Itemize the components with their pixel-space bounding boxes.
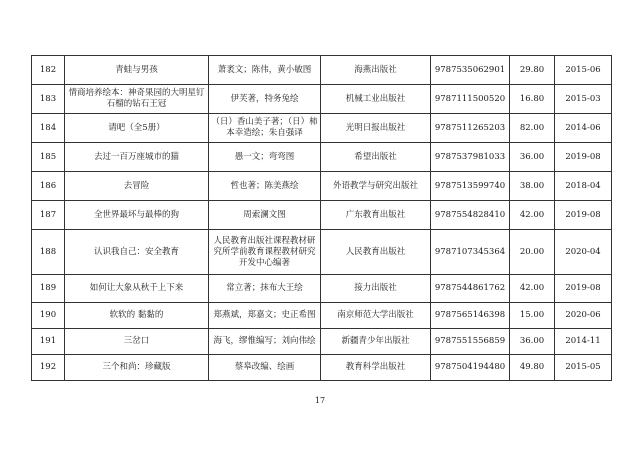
cell-isbn: 9787511265203 [431,114,510,143]
cell-no: 188 [32,230,65,275]
cell-publisher: 光明日报出版社 [321,114,431,143]
cell-title: 去冒险 [65,172,209,201]
cell-no: 187 [32,201,65,230]
cell-isbn: 9787537981033 [431,143,510,172]
table-row [32,201,612,230]
cell-no: 186 [32,172,65,201]
cell-no: 191 [32,329,65,355]
cell-price: 42.00 [510,275,555,303]
page-number: 17 [314,396,326,405]
table-row [32,172,612,201]
cell-isbn: 9787551556859 [431,329,510,355]
table-row [32,85,612,114]
cell-author: 常立著；抹布大王绘 [209,275,321,303]
table-row [32,114,612,143]
cell-no: 189 [32,275,65,303]
cell-publisher: 广东教育出版社 [321,201,431,230]
cell-no: 185 [32,143,65,172]
cell-price: 36.00 [510,143,555,172]
cell-title: 三个和尚：珍藏版 [65,355,209,381]
cell-publisher: 接力出版社 [321,275,431,303]
cell-author: 人民教育出版社课程教材研究所学前教育课程教材研究开发中心编著 [209,230,321,275]
cell-no: 184 [32,114,65,143]
cell-publisher: 教育科学出版社 [321,355,431,381]
cell-title: 请吧（全5册） [65,114,209,143]
table-row [32,143,612,172]
cell-isbn: 9787565146398 [431,303,510,329]
cell-no: 190 [32,303,65,329]
cell-date: 2019-08 [555,201,612,230]
cell-date: 2018-04 [555,172,612,201]
cell-publisher: 机械工业出版社 [321,85,431,114]
cell-isbn: 9787504194480 [431,355,510,381]
cell-no: 182 [32,56,65,85]
table-row [32,329,612,355]
cell-author: 萧袤文；陈伟，黄小敏图 [209,56,321,85]
cell-date: 2019-08 [555,143,612,172]
cell-title: 去过一百万座城市的猫 [65,143,209,172]
cell-price: 38.00 [510,172,555,201]
cell-date: 2014-11 [555,329,612,355]
cell-date: 2015-03 [555,85,612,114]
cell-publisher: 希望出版社 [321,143,431,172]
cell-title: 如何让大象从秋千上下来 [65,275,209,303]
cell-price: 16.80 [510,85,555,114]
cell-date: 2014-06 [555,114,612,143]
book-list-table [31,55,612,381]
cell-title: 青蛙与男孩 [65,56,209,85]
cell-date: 2015-06 [555,56,612,85]
cell-date: 2019-08 [555,275,612,303]
cell-isbn: 9787554828410 [431,201,510,230]
cell-price: 42.00 [510,201,555,230]
cell-author: 哲也著；陈美燕绘 [209,172,321,201]
cell-author: 郑燕斌，郑嘉文；史正希图 [209,303,321,329]
cell-price: 36.00 [510,329,555,355]
cell-author: 周索澜文图 [209,201,321,230]
table-row [32,230,612,275]
cell-author: （日）香山美子著；（日）柿本幸造绘；朱自强译 [209,114,321,143]
cell-author: 愚一文；弯弯图 [209,143,321,172]
table-row [32,355,612,381]
cell-author: 海飞，缪惟编写；刘向伟绘 [209,329,321,355]
cell-date: 2020-04 [555,230,612,275]
cell-title: 全世界最坏与最棒的狗 [65,201,209,230]
cell-price: 82.00 [510,114,555,143]
cell-publisher: 南京师范大学出版社 [321,303,431,329]
cell-author: 伊芙著，特务兔绘 [209,85,321,114]
cell-no: 183 [32,85,65,114]
cell-price: 49.80 [510,355,555,381]
cell-publisher: 海燕出版社 [321,56,431,85]
cell-price: 29.80 [510,56,555,85]
cell-isbn: 9787107345364 [431,230,510,275]
cell-isbn: 9787513599740 [431,172,510,201]
cell-isbn: 9787535062901 [431,56,510,85]
cell-date: 2020-06 [555,303,612,329]
cell-title: 三岔口 [65,329,209,355]
cell-title: 认识我自己：安全教育 [65,230,209,275]
cell-author: 蔡皋改编、绘画 [209,355,321,381]
cell-isbn: 9787544861762 [431,275,510,303]
cell-publisher: 人民教育出版社 [321,230,431,275]
table-row [32,303,612,329]
cell-publisher: 新疆青少年出版社 [321,329,431,355]
cell-title: 软软的 黏黏的 [65,303,209,329]
cell-price: 15.00 [510,303,555,329]
cell-publisher: 外语教学与研究出版社 [321,172,431,201]
table-row [32,275,612,303]
cell-date: 2015-05 [555,355,612,381]
cell-isbn: 9787111500520 [431,85,510,114]
cell-price: 20.00 [510,230,555,275]
table-row [32,56,612,85]
cell-no: 192 [32,355,65,381]
cell-title: 情商培养绘本：神奇果园的大明星钉石榴的钻石王冠 [65,85,209,114]
